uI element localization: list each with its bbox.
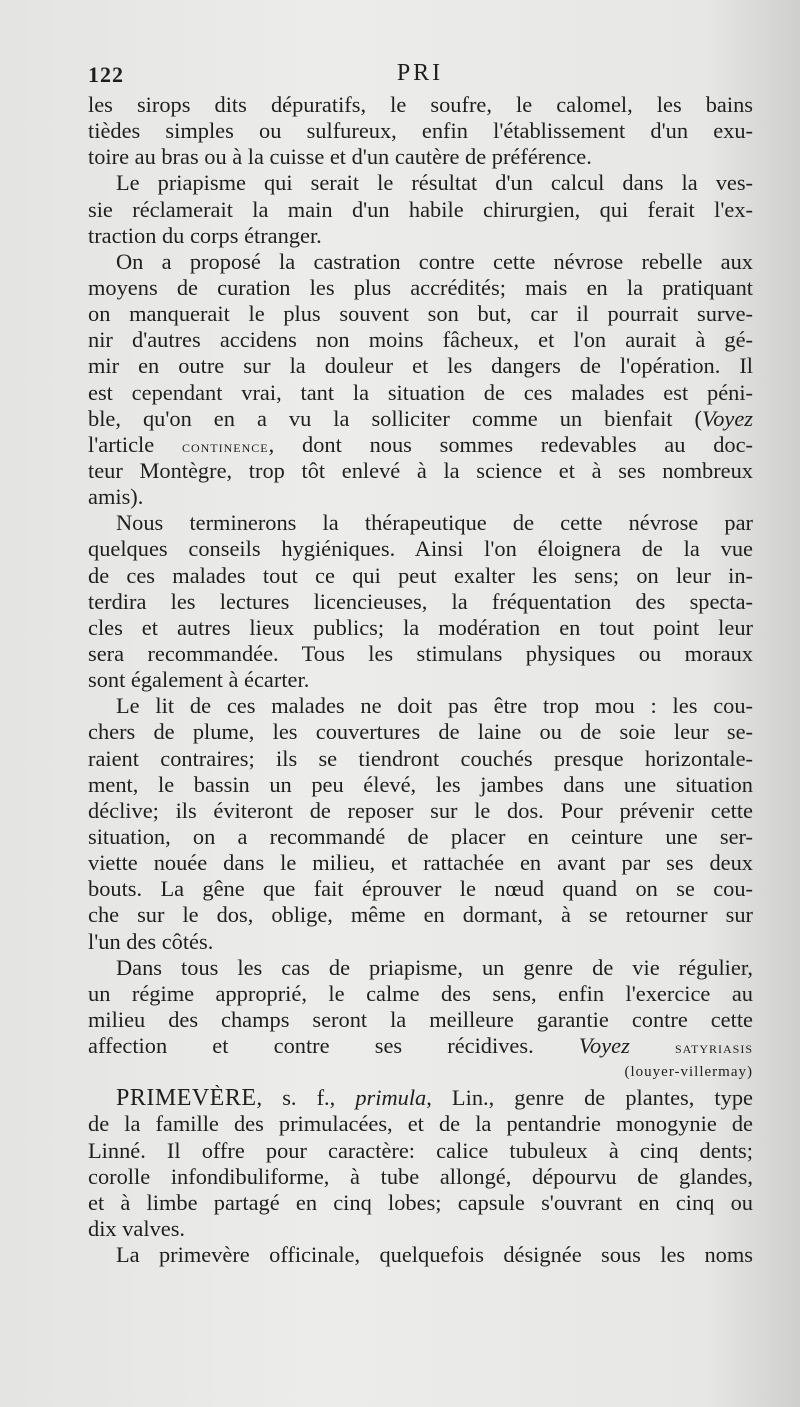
text-line: corolle infondibuliforme, à tube allongé, dépourvu de glandes, [88,1163,753,1189]
cross-reference-voyez: Voyez [702,405,753,431]
page-header [88,60,752,90]
cross-reference-voyez: Voyez [578,1033,630,1059]
text-line: viette nouée dans le milieu, et rattachée en avant par ses deux [88,850,753,876]
text-line: tièdes simples ou sulfureux, enfin l'établissement d'un exu- [88,118,753,144]
text-line: et à limbe partagé en cinq lobes; capsule s'ouvrant en cinq ou [88,1189,753,1215]
text-line: les sirops dits dépuratifs, le soufre, le calomel, les bains [88,92,753,117]
text-line: un régime approprié, le calme des sens, enfin l'exercice au [88,980,753,1006]
text-line: on manquerait le plus souvent son but, car il pourrait surve- [88,301,753,327]
text-line: Le priapisme qui serait le résultat d'un calcul dans la ves- [116,170,753,196]
text-line: toire au bras ou à la cuisse et d'un cautère de préférence. [88,144,592,170]
text-line: traction du corps étranger. [88,222,322,248]
text-line: ment, le bassin un peu élevé, les jambes dans une situation [88,771,753,797]
text-line: bouts. La gêne que fait éprouver le nœud quand on se cou- [88,876,753,902]
text-segment: ble, qu'on en a vu la solliciter comme un bienfait ( [88,405,703,431]
running-head: PRI [396,60,444,86]
page-number: 122 [88,62,124,87]
text-line: de la famille des primulacées, et de la pentandrie monogynie de [88,1111,753,1137]
text-line [88,432,753,458]
text-line: teur Montègre, trop tôt enlevé à la science et à ses nombreux [88,457,753,483]
text-line: moyens de curation les plus accrédités; mais en la pratiquant [88,274,753,300]
text-segment: , dont nous sommes redevables au doc- [268,431,753,457]
text-line: dix valves. [88,1216,186,1242]
cross-reference-continence: continence [181,436,269,456]
text-line: situation, on a recommandé de placer en ceinture une ser- [88,823,753,849]
text-line: amis). [88,484,144,510]
text-line: l'un des côtés. [88,928,214,954]
text-line: quelques conseils hygiéniques. Ainsi l'on éloignera de la vue [88,536,753,562]
cross-reference-satyriasis: satyriasis [674,1038,753,1058]
latin-name: primula [355,1085,427,1111]
text-line: sera recommandée. Tous les stimulans physiques ou moraux [88,640,753,666]
entry-headword-line [88,1085,753,1111]
text-line [88,406,753,432]
text-segment: l'article [88,431,182,457]
text-line: nir d'autres accidens non moins fâcheux, et l'on aurait à gé- [88,327,753,353]
body-text [88,92,753,1268]
text-line: sie réclamerait la main d'un habile chirurgien, qui ferait l'ex- [88,196,753,222]
text-line: sont également à écarter. [88,667,310,693]
text-segment: affection et contre ses récidives. [88,1033,579,1059]
text-line: cles et autres lieux publics; la modération en tout point leur [88,614,753,640]
text-line: chers de plume, les couvertures de laine ou de soie leur se- [88,719,753,745]
entry-headword: PRIMEVÈRE [116,1085,257,1112]
text-line: Le lit de ces malades ne doit pas être trop mou : les cou- [116,693,753,719]
text-line: milieu des champs seront la meilleure garantie contre cette [88,1006,753,1032]
text-line: est cependant vrai, tant la situation de ces malades est péni- [88,379,753,405]
text-line: mir en outre sur la douleur et les dangers de l'opération. Il [88,353,753,379]
text-line: raient contraires; ils se tiendront couchés presque horizontale- [88,745,753,771]
text-line: Dans tous les cas de priapisme, un genre de vie régulier, [116,954,753,980]
text-line: La primevère officinale, quelquefois désignée sous les noms [116,1242,753,1268]
text-segment: , Lin., genre de plantes, type [426,1085,753,1111]
text-line: terdira les lectures licencieuses, la fréquentation des specta- [88,588,753,614]
text-line: Nous terminerons la thérapeutique de cette névrose par [116,510,753,536]
author-signature: (louyer-villermay) [624,1064,753,1081]
text-line: On a proposé la castration contre cette névrose rebelle aux [116,248,753,274]
text-line: Linné. Il offre pour caractère: calice tubuleux à cinq dents; [88,1137,753,1163]
text-line [88,1033,753,1059]
text-line: déclive; ils éviteront de reposer sur le dos. Pour prévenir cette [88,797,753,823]
text-line: che sur le dos, oblige, même en dormant, à se retourner sur [88,902,753,928]
text-line: de ces malades tout ce qui peut exalter les sens; on leur in- [88,562,753,588]
text-segment: , s. f., [256,1085,356,1111]
